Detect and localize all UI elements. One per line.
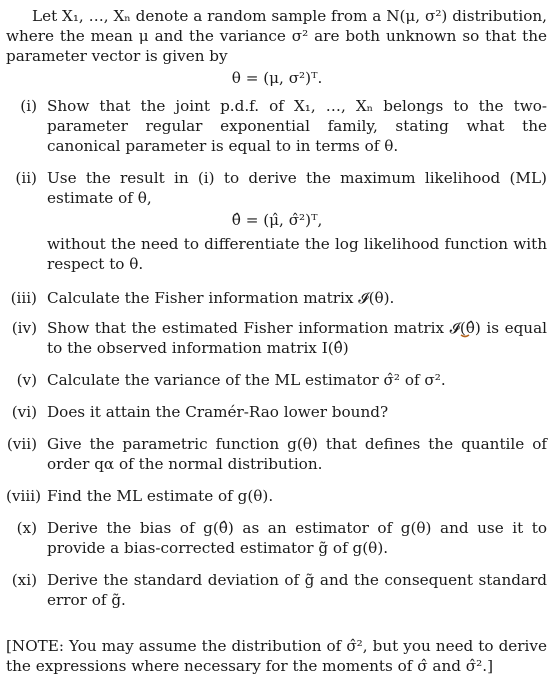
item-text: Calculate the variance of the ML estimator σ̂² of σ². bbox=[47, 371, 446, 389]
item-number: (i) bbox=[20, 97, 37, 115]
item-text: Show that the joint p.d.f. of X₁, …, Xₙ belongs to the two-parameter regular exponential family, stating what the canonical parameter is equal to in terms of θ. bbox=[47, 97, 547, 155]
item-text-continued: without the need to differentiate the log likelihood function with respect to θ. bbox=[47, 235, 547, 273]
ml-estimate-equation: θ̂ = (μ̂, σ̂²)ᵀ, bbox=[231, 211, 323, 229]
item-text: Show that the estimated Fisher information matrix 𝓘(θ̂) is equal to the observed information matrix I(θ̂) bbox=[47, 319, 547, 357]
intro-paragraph: Let X₁, …, Xₙ denote a random sample from a N(μ, σ²) distribution, where the mean μ and the variance σ² are both unknown so that the parameter vector is given by bbox=[6, 7, 547, 65]
item-text: Does it attain the Cramér-Rao lower bound? bbox=[47, 403, 389, 421]
item-number: (x) bbox=[16, 519, 37, 537]
parameter-vector-equation: θ = (μ, σ²)ᵀ. bbox=[231, 69, 323, 87]
item-text: Use the result in (i) to derive the maximum likelihood (ML) estimate of θ, bbox=[47, 169, 547, 207]
item-text: Derive the standard deviation of g̃ and the consequent standard error of g̃. bbox=[47, 571, 547, 609]
item-text: Derive the bias of g(θ̂) as an estimator of g(θ) and use it to provide a bias-corrected estimator g̃ of g(θ). bbox=[47, 519, 547, 557]
pen-mark-icon bbox=[460, 334, 470, 338]
item-text: Give the parametric function g(θ) that defines the quantile of order qα of the normal distribution. bbox=[47, 435, 547, 473]
item-text: Calculate the Fisher information matrix 𝓘(θ). bbox=[47, 289, 395, 307]
item-number: (iv) bbox=[11, 319, 37, 337]
item-number: (v) bbox=[16, 371, 37, 389]
item-number: (vii) bbox=[6, 435, 37, 453]
item-number: (viii) bbox=[6, 487, 42, 505]
item-number: (ii) bbox=[15, 169, 37, 187]
note-paragraph: [NOTE: You may assume the distribution of σ̂², but you need to derive the expressions where necessary for the moments of σ̂ and σ̂².] bbox=[6, 637, 547, 675]
item-number: (xi) bbox=[11, 571, 37, 589]
item-number: (vi) bbox=[11, 403, 37, 421]
item-text: Find the ML estimate of g(θ). bbox=[47, 487, 274, 505]
item-number: (iii) bbox=[10, 289, 37, 307]
